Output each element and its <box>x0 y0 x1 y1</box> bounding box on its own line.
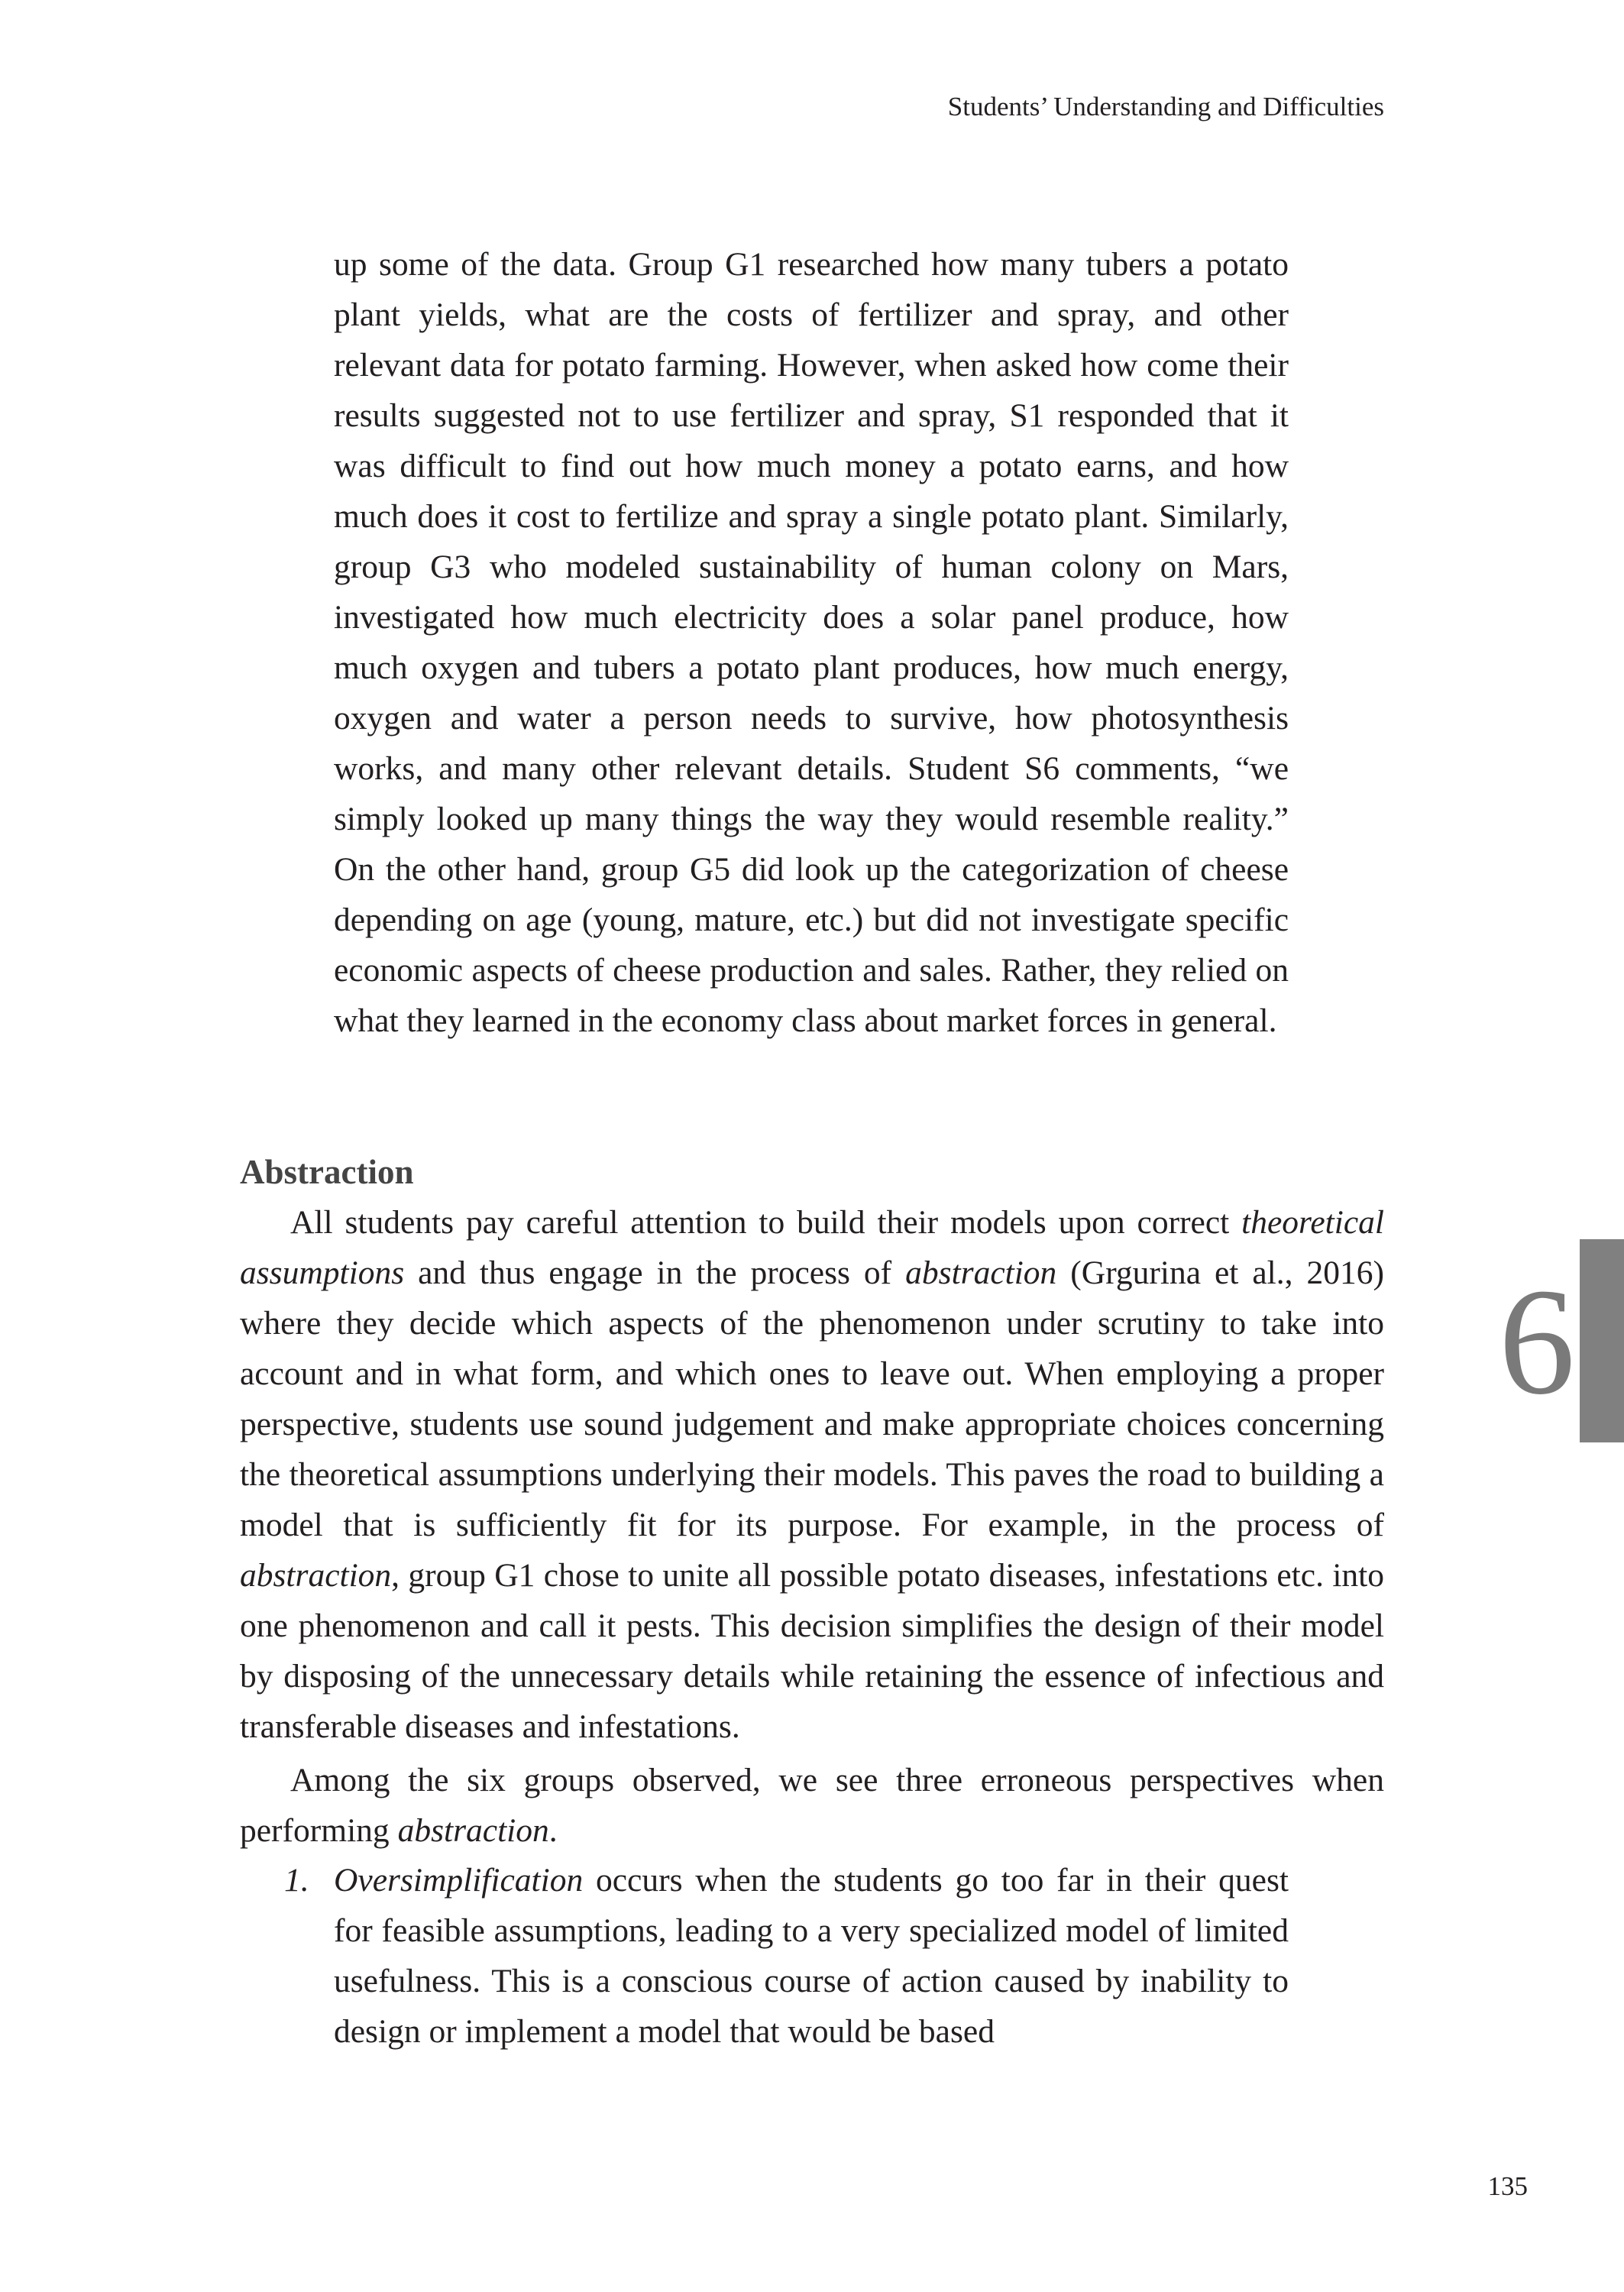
section-body <box>240 1197 1384 1856</box>
text-run: All students pay careful attention to build their models upon correct <box>290 1204 1242 1241</box>
perspective-list <box>284 1855 1289 2057</box>
text-run: , group G1 chose to unite all possible potato diseases, infestations etc. into one phenomenon and call it pests. This decision simplifies the design of their model by disposing of the unnecessary details while retaining the essence of infectious and transferable diseases and infestations. <box>240 1557 1384 1745</box>
list-item-text <box>334 1855 1289 2057</box>
continuation-block <box>334 239 1289 1046</box>
emphasis-abstraction: abstraction <box>905 1254 1057 1291</box>
abstraction-paragraph-2 <box>240 1755 1384 1856</box>
chapter-number: 6 <box>1499 1258 1575 1426</box>
text-run: Among the six groups observed, we see three erroneous perspectives when performing <box>240 1762 1384 1849</box>
section-heading: Abstraction <box>240 1153 414 1191</box>
emphasis-abstraction: abstraction <box>397 1812 549 1849</box>
list-item <box>284 1855 1289 2057</box>
text-run: (Grgurina et al., 2016) where they decide which aspects of the phenomenon under scrutiny to take into account and in what form, and which ones to leave out. When employing a proper perspective, students use sound judgement and make appropriate choices concerning the theoretical assumptions underlying their models. This paves the road to building a model that is sufficiently fit for its purpose. For example, in the process of <box>240 1254 1384 1543</box>
text-run: and thus engage in the process of <box>404 1254 906 1291</box>
list-term: Oversimplification <box>334 1862 584 1899</box>
chapter-tab <box>1580 1239 1624 1442</box>
page-number: 135 <box>1487 2171 1528 2201</box>
emphasis-theoretical-assumptions: theoretical assumptions <box>240 1204 1384 1291</box>
emphasis-abstraction: abstraction <box>240 1557 392 1594</box>
abstraction-paragraph-1 <box>240 1197 1384 1752</box>
list-description: occurs when the students go too far in their quest for feasible assumptions, leading to a very specialized model of limited usefulness. This is a conscious course of action caused by inability to design or implement a model that would be based <box>334 1862 1289 2050</box>
continuation-paragraph: up some of the data. Group G1 researched how many tubers a potato plant yields, what are the costs of fertilizer and spray, and other relevant data for potato farming. However, when asked how come their results suggested not to use fertilizer and spray, S1 responded that it was difficult to find out how much money a potato earns, and how much does it cost to fertilize and spray a single potato plant. Similarly, group G3 who modeled sustainability of human colony on Mars, investigated how much electricity does a solar panel produce, how much oxygen and tubers a potato plant produces, how much energy, oxygen and water a person needs to survive, how photosynthesis works, and many other relevant details. Student S6 comments, “we simply looked up many things the way they would resemble reality.” On the other hand, group G5 did look up the categorization of cheese depending on age (young, mature, etc.) but did not investigate specific economic aspects of cheese production and sales. Rather, they relied on what they learned in the economy class about market forces in general. <box>334 246 1289 1039</box>
list-number: 1. <box>284 1862 309 1899</box>
text-run: . <box>548 1812 558 1849</box>
running-header: Students’ Understanding and Difficulties <box>947 92 1384 121</box>
